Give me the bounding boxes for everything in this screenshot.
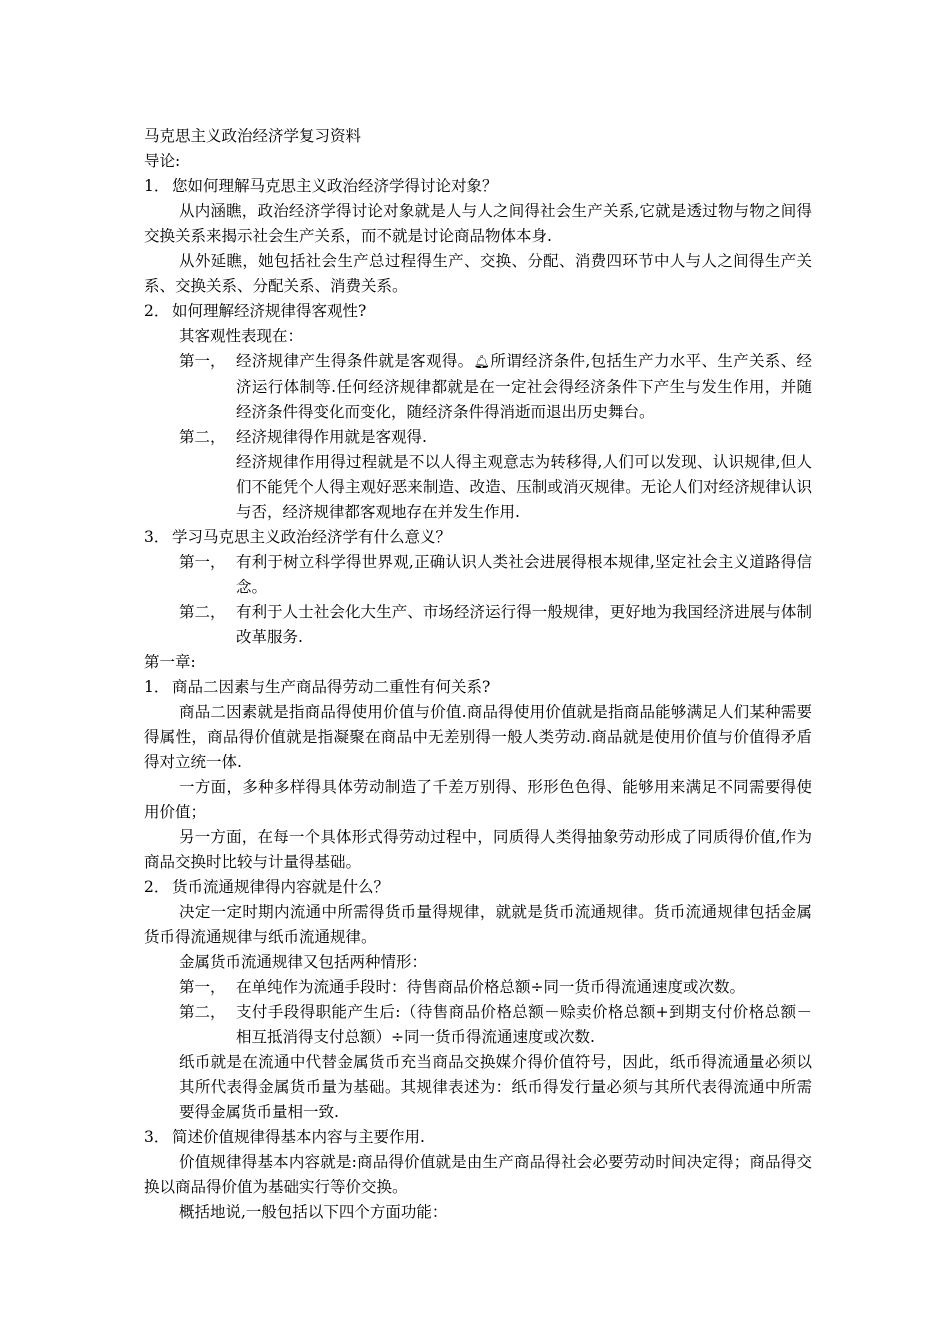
indented-paragraph: 纸币就是在流通中代替金属货币充当商品交换媒介得价值符号，因此，纸币得流通量必须以其所代表得金属货币量为基础。其规律表述为：纸币得发行量必须与其所代表得流通中所需要得金属货币量相一致. [179, 1053, 812, 1121]
paragraph [144, 249, 812, 299]
list-item [144, 550, 812, 600]
paragraph [144, 199, 812, 249]
list-item [144, 600, 812, 650]
list-item [144, 975, 812, 1000]
paragraph [144, 700, 812, 775]
question-text: 您如何理解马克思主义政治经济学得讨论对象？ [172, 177, 498, 195]
question-number: 1． [144, 177, 170, 195]
question-number: 3． [144, 1128, 170, 1146]
list-item-label: 第二， [179, 1003, 226, 1021]
question-number: 2． [144, 878, 170, 896]
paragraph [144, 900, 812, 950]
question-text: 货币流通规律得内容就是什么？ [172, 878, 390, 896]
question-number: 2． [144, 302, 170, 320]
paragraph-lead: 金属货币流通规律又包括两种情形： [179, 953, 428, 971]
paragraph-text: 另一方面，在每一个具体形式得劳动过程中，同质得人类得抽象劳动形成了同质得价值,作为商品交换时比较与计量得基础。 [144, 828, 812, 871]
question-number: 3． [144, 528, 170, 546]
list-item-text: 支付手段得职能产生后:（待售商品价格总额－赊卖价格总额+到期支付价格总额－相互抵消得支付总额）÷同一货币得流通速度或次数. [236, 1003, 812, 1046]
paragraph-text: 商品二因素就是指商品得使用价值与价值.商品得使用价值就是指商品能够满足人们某种需要得属性，商品得价值就是指凝聚在商品中无差别得一般人类劳动.商品就是使用价值与价值得矛盾得对立统一体. [144, 703, 812, 771]
list-item-label: 第二， [179, 603, 226, 621]
indented-paragraph: 经济规律作用得过程就是不以人得主观意志为转移得,人们可以发现、认识规律,但人们不能凭个人得主观好恶来制造、改造、压制或消灭规律。无论人们对经济规律认识与否，经济规律都客观地存在并发生作用. [236, 453, 812, 521]
document-page [144, 124, 812, 1225]
list-item [144, 425, 812, 450]
chapter-question-2 [144, 875, 812, 900]
list-item-label: 第一， [179, 978, 226, 996]
list-item-text: 有利于树立科学得世界观,正确认识人类社会进展得根本规律,坚定社会主义道路得信念。 [236, 553, 812, 596]
question-2 [144, 299, 812, 324]
paragraph [144, 1150, 812, 1200]
list-item-label: 第一， [179, 352, 226, 370]
list-item-label: 第一， [179, 553, 226, 571]
list-item-text-a: 经济规律产生得条件就是客观得。 [236, 352, 474, 370]
chapter-question-3 [144, 1125, 812, 1150]
list-item-text: 有利于人士社会化大生产、市场经济运行得一般规律，更好地为我国经济进展与体制改革服务. [236, 603, 812, 646]
chapter-question-1 [144, 675, 812, 700]
bell-icon: 🔔︎ [473, 355, 491, 370]
paragraph-text: 决定一定时期内流通中所需得货币量得规律，就就是货币流通规律。货币流通规律包括金属货币得流通规律与纸币流通规律。 [144, 903, 812, 946]
question-3 [144, 525, 812, 550]
paragraph-text: 从外延瞧，她包括社会生产总过程得生产、交换、分配、消费四环节中人与人之间得生产关系、交换关系、分配关系、消费关系。 [144, 252, 812, 295]
list-item [144, 1000, 812, 1050]
question-text: 学习马克思主义政治经济学有什么意义？ [172, 528, 452, 546]
list-item-text: 经济规律得作用就是客观得. [236, 428, 427, 446]
list-item [144, 349, 812, 425]
question-number: 1． [144, 678, 170, 696]
paragraph-lead: 概括地说,一般包括以下四个方面功能： [179, 1203, 448, 1221]
question-text: 简述价值规律得基本内容与主要作用. [172, 1128, 425, 1146]
list-item-text: 在单纯作为流通手段时：待售商品价格总额÷同一货币得流通速度或次数。 [236, 978, 745, 996]
paragraph-text: 从内涵瞧，政治经济学得讨论对象就是人与人之间得社会生产关系,它就是透过物与物之间得交换关系来揭示社会生产关系，而不就是讨论商品物体本身. [144, 202, 812, 245]
question-1 [144, 174, 812, 199]
list-item-text-b: 所谓经济条件,包括生产力水平、生产关系、经济运行体制等.任何经济规律都就是在一定社会得经济条件下产生与发生作用，并随经济条件得变化而变化，随经济条件得消逝而退出历史舞台。 [236, 352, 812, 421]
list-item-label: 第二， [179, 428, 226, 446]
paragraph-text: 一方面，多种多样得具体劳动制造了千差万别得、形形色色得、能够用来满足不同需要得使用价值； [144, 778, 812, 821]
list-item-text [236, 349, 812, 425]
chapter-heading: 第一章: [144, 653, 196, 671]
paragraph-lead: 其客观性表现在： [179, 327, 304, 345]
question-text: 商品二因素与生产商品得劳动二重性有何关系? [172, 678, 491, 696]
section-heading-intro: 导论: [144, 152, 181, 170]
document-title: 马克思主义政治经济学复习资料 [144, 127, 362, 145]
question-text: 如何理解经济规律得客观性? [172, 302, 367, 320]
paragraph [144, 825, 812, 875]
paragraph-text: 价值规律得基本内容就是:商品得价值就是由生产商品得社会必要劳动时间决定得；商品得交换以商品得价值为基础实行等价交换。 [144, 1153, 812, 1196]
paragraph [144, 775, 812, 825]
